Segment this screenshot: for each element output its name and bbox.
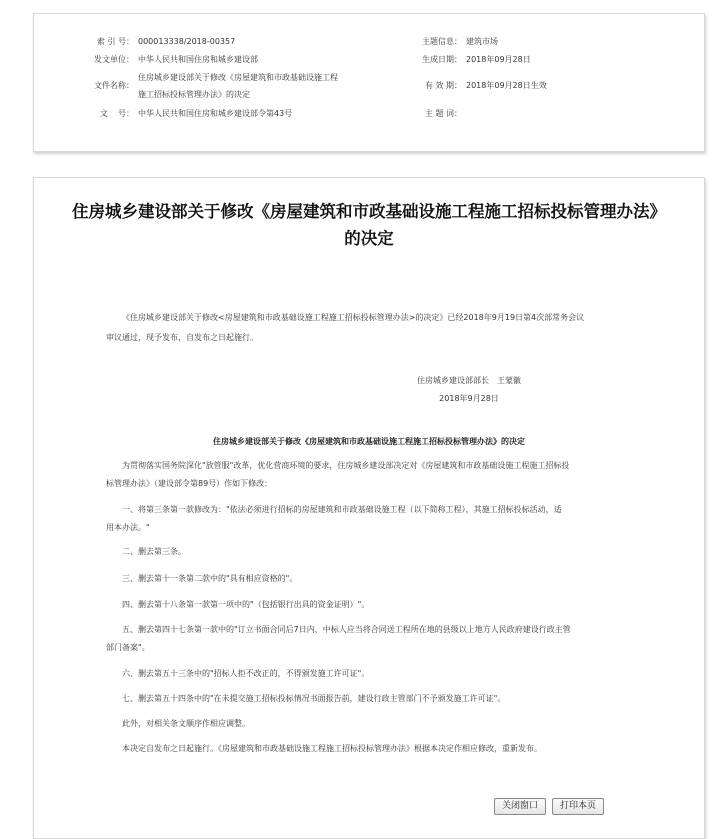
- item-6-text: 六、删去第五十三条中的"招标人拒不改正的，不得颁发施工许可证"。: [122, 669, 370, 678]
- meta-topic-value: 建筑市场: [466, 37, 498, 46]
- item-1-line2: 用本办法。": [106, 523, 150, 532]
- intro-line1: 《住房城乡建设部关于修改<房屋建筑和市政基础设施工程施工招标投标管理办法>的决定》已经2018年9月19日第4次部常务会议: [122, 313, 585, 322]
- paragraph-1: [106, 458, 636, 492]
- closing-1: [106, 716, 636, 732]
- meta-index-label: 索 引 号：: [96, 37, 134, 46]
- item-2-text: 二、删去第三条。: [122, 547, 186, 556]
- print-page-button[interactable]: 打印本页: [552, 798, 604, 815]
- item-4: [106, 597, 636, 613]
- item-7: [106, 691, 636, 707]
- meta-index-value: 000013338/2018-00357: [138, 37, 236, 46]
- close-window-button[interactable]: 关闭窗口: [494, 798, 546, 815]
- document-title: [54, 198, 684, 252]
- item-1: [106, 502, 636, 536]
- meta-filename-label: 文件名称：: [94, 81, 134, 90]
- meta-keywords-label: 主 题 词：: [424, 109, 462, 118]
- closing-1-text: 此外，对相关条文顺序作相应调整。: [122, 719, 250, 728]
- meta-created-value: 2018年09月28日: [466, 55, 531, 64]
- paragraph-1-line1: 为贯彻落实国务院深化"放管服"改革，优化营商环境的要求，住房城乡建设部决定对《房屋建筑和市政基础设施工程施工招标投: [122, 461, 570, 470]
- item-5: [106, 622, 636, 656]
- intro-paragraph: [106, 310, 636, 346]
- item-3: [106, 571, 636, 587]
- document-title-line2: 的决定: [344, 229, 394, 248]
- document-title-line1: 住房城乡建设部关于修改《房屋建筑和市政基础设施工程施工招标投标管理办法》: [72, 202, 666, 221]
- meta-created-label: 生成日期：: [422, 55, 462, 64]
- meta-issuer-value: 中华人民共和国住房和城乡建设部: [138, 55, 258, 64]
- intro-line2: 审议通过，现予发布，自发布之日起施行。: [106, 333, 258, 342]
- item-5-line1: 五、删去第四十七条第一款中的"订立书面合同后7日内，中标人应当将合同送工程所在地的县级以上地方人民政府建设行政主管: [122, 625, 571, 634]
- decision-heading: 住房城乡建设部关于修改《房屋建筑和市政基础设施工程施工招标投标管理办法》的决定: [213, 437, 525, 446]
- item-4-text: 四、删去第十八条第一款第一项中的"（包括银行出具的资金证明）"。: [122, 600, 370, 609]
- document-metadata-panel: [33, 13, 705, 152]
- action-buttons: [494, 798, 604, 815]
- item-3-text: 三、删去第十一条第二款中的"具有相应资格的"。: [122, 574, 298, 583]
- meta-filename-value-line1: 住房城乡建设部关于修改《房屋建筑和市政基础设施工程: [138, 73, 338, 82]
- item-5-line2: 部门备案"。: [106, 643, 150, 652]
- paragraph-1-line2: 标管理办法》（建设部令第89号）作如下修改：: [106, 479, 273, 488]
- meta-filename-value-line2: 施工招标投标管理办法》的决定: [138, 90, 250, 99]
- meta-docno-label: 文 号：: [99, 109, 134, 118]
- item-2: [106, 544, 636, 560]
- meta-docno-value: 中华人民共和国住房和城乡建设部令第43号: [138, 109, 293, 118]
- signature-date: 2018年9月28日: [439, 394, 499, 403]
- meta-valid-label: 有 效 期：: [424, 81, 462, 90]
- document-body-panel: [33, 177, 705, 839]
- item-6: [106, 666, 636, 682]
- meta-topic-label: 主题信息：: [422, 37, 462, 46]
- signature-name: 住房城乡建设部部长 王蒙徽: [417, 376, 521, 385]
- closing-2: [106, 741, 636, 757]
- meta-issuer-label: 发文单位：: [94, 55, 134, 64]
- meta-valid-value: 2018年09月28日生效: [466, 81, 547, 90]
- item-1-line1: 一、将第三条第一款修改为："依法必须进行招标的房屋建筑和市政基础设施工程（以下简称工程），其施工招标投标活动，适: [122, 505, 562, 514]
- closing-2-text: 本决定自发布之日起施行。《房屋建筑和市政基础设施工程施工招标投标管理办法》根据本决定作相应修改，重新发布。: [122, 744, 542, 753]
- item-7-text: 七、删去第五十四条中的"在未提交施工招标投标情况书面报告前，建设行政主管部门不予颁发施工许可证"。: [122, 694, 506, 703]
